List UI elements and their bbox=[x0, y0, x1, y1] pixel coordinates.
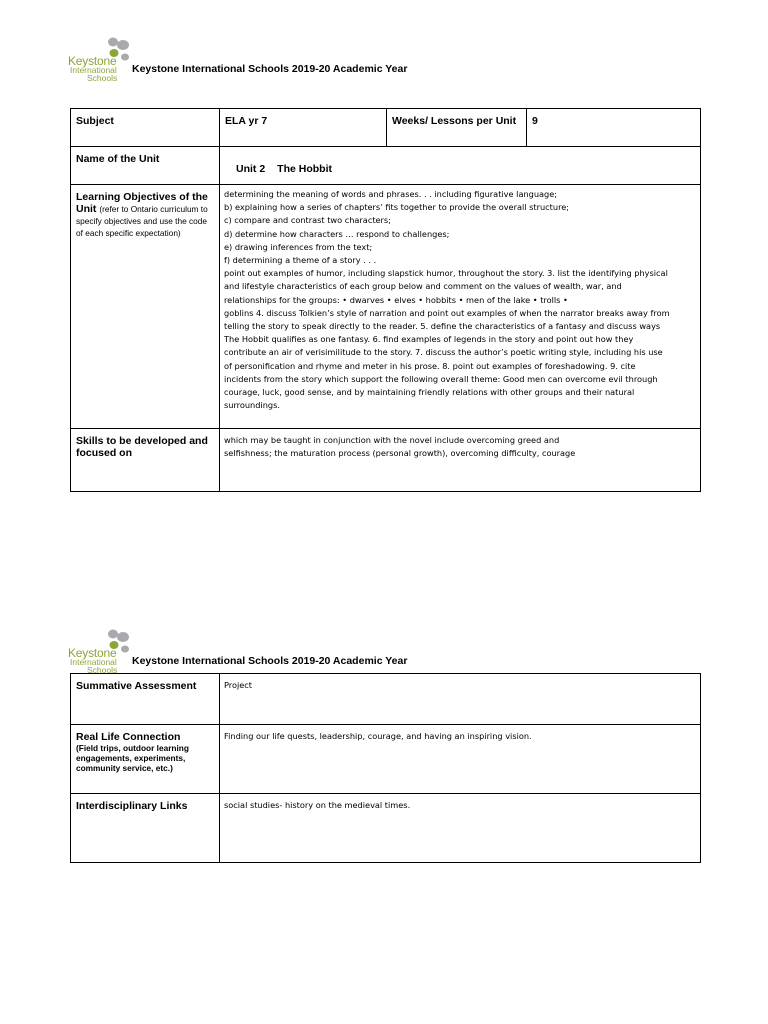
keystone-logo bbox=[66, 628, 136, 674]
real-life-value: Finding our life quests, leadership, courage, and having an inspiring vision. bbox=[224, 731, 532, 741]
skills-label: Skills to be developed and focused on bbox=[76, 435, 208, 459]
objectives-label bbox=[71, 185, 219, 239]
objective-line: determining the meaning of words and phrases. . . including figurative language; bbox=[224, 189, 558, 199]
logo-subtitle: International bbox=[70, 657, 117, 667]
objectives-row bbox=[71, 185, 701, 429]
objective-line: and lifestyle characteristics of each group below and comment on the values of wealth, war, and bbox=[224, 281, 622, 292]
objective-line: The Hobbit qualifies as one fantasy. 6. find examples of legends in the story and point out how they bbox=[224, 334, 634, 345]
objective-line: b) explaining how a series of chapters’ fits together to provide the overall structure; bbox=[224, 202, 570, 213]
objective-line: contribute an air of verisimilitude to the story. 7. discuss the author’s poetic writing style, including his use bbox=[224, 347, 663, 358]
unit-name-label: Name of the Unit bbox=[76, 153, 160, 165]
objective-line: f) determining a theme of a story . . . bbox=[224, 255, 377, 266]
skills-line: which may be taught in conjunction with the novel include overcoming greed and bbox=[224, 435, 560, 445]
objective-line: telling the story to speak directly to the reader. 5. define the characteristics of a fantasy and discuss ways bbox=[224, 321, 661, 332]
interdisciplinary-row bbox=[71, 794, 701, 863]
objective-line: relationships for the groups: • dwarves • elves • hobbits • men of the lake • trolls • bbox=[224, 294, 568, 305]
objective-line: goblins 4. discuss Tolkien’s style of narration and point out examples of when the narrator breaks away from bbox=[224, 307, 670, 318]
objectives-text bbox=[220, 185, 700, 412]
real-life-label-bold: Real Life Connection bbox=[76, 731, 181, 743]
keystone-logo bbox=[66, 36, 136, 82]
objective-line: incidents from the story which support the following overall theme: Good men can overcome evil through bbox=[224, 373, 658, 384]
real-life-label bbox=[71, 725, 219, 773]
logo-name: Keystone bbox=[68, 646, 117, 660]
summative-value: Project bbox=[224, 680, 253, 690]
subject-value: ELA yr 7 bbox=[225, 115, 268, 127]
logo-subtitle: Schools bbox=[87, 73, 118, 83]
page-header-2 bbox=[66, 628, 706, 678]
assessment-table bbox=[70, 673, 701, 863]
objective-line: c) compare and contrast two characters; bbox=[224, 215, 391, 226]
objectives-label-bold: Learning Objectives of the Unit bbox=[76, 191, 208, 215]
interdisciplinary-value: social studies- history on the medieval times. bbox=[224, 800, 411, 810]
page-header-1 bbox=[66, 36, 706, 86]
real-life-note: (Field trips, outdoor learning engagements, experiments, community service, etc.) bbox=[76, 743, 189, 773]
objective-line: point out examples of humor, including slapstick humor, throughout the story. 3. list the identifying physical bbox=[224, 268, 668, 279]
subject-label: Subject bbox=[76, 115, 114, 127]
subject-row bbox=[71, 109, 701, 147]
objective-line: d) determine how characters … respond to challenges; bbox=[224, 228, 450, 239]
objective-line: of personification and rhyme and meter in his prose. 8. point out examples of foreshadowing. 9. cite bbox=[224, 360, 636, 371]
interdisciplinary-label: Interdisciplinary Links bbox=[76, 800, 188, 812]
weeks-value: 9 bbox=[532, 115, 538, 127]
skills-line: selfishness; the maturation process (personal growth), overcoming difficulty, courage bbox=[224, 448, 576, 459]
unit-name-row bbox=[71, 147, 701, 185]
skills-row bbox=[71, 429, 701, 492]
real-life-row bbox=[71, 725, 701, 794]
unit-name-value bbox=[220, 147, 700, 175]
weeks-label: Weeks/ Lessons per Unit bbox=[392, 115, 517, 127]
objective-line: e) drawing inferences from the text; bbox=[224, 241, 373, 252]
unit-title: The Hobbit bbox=[277, 163, 332, 175]
summative-row bbox=[71, 674, 701, 725]
unit-overview-table bbox=[70, 108, 701, 492]
logo-subtitle: International bbox=[70, 65, 117, 75]
objective-line: surroundings. bbox=[224, 400, 280, 411]
summative-label: Summative Assessment bbox=[76, 680, 197, 692]
page-title: Keystone International Schools 2019-20 Academic Year bbox=[132, 63, 408, 75]
page-title: Keystone International Schools 2019-20 Academic Year bbox=[132, 655, 408, 667]
objective-line: courage, luck, good sense, and by maintaining friendly relations with other groups and their natural bbox=[224, 387, 635, 398]
objectives-label-note: (refer to Ontario curriculum to specify objectives and use the code of each specific expectation) bbox=[76, 204, 208, 238]
logo-subtitle: Schools bbox=[87, 665, 118, 675]
unit-number: Unit 2 bbox=[236, 163, 266, 175]
skills-text bbox=[220, 429, 700, 460]
logo-name: Keystone bbox=[68, 54, 117, 68]
